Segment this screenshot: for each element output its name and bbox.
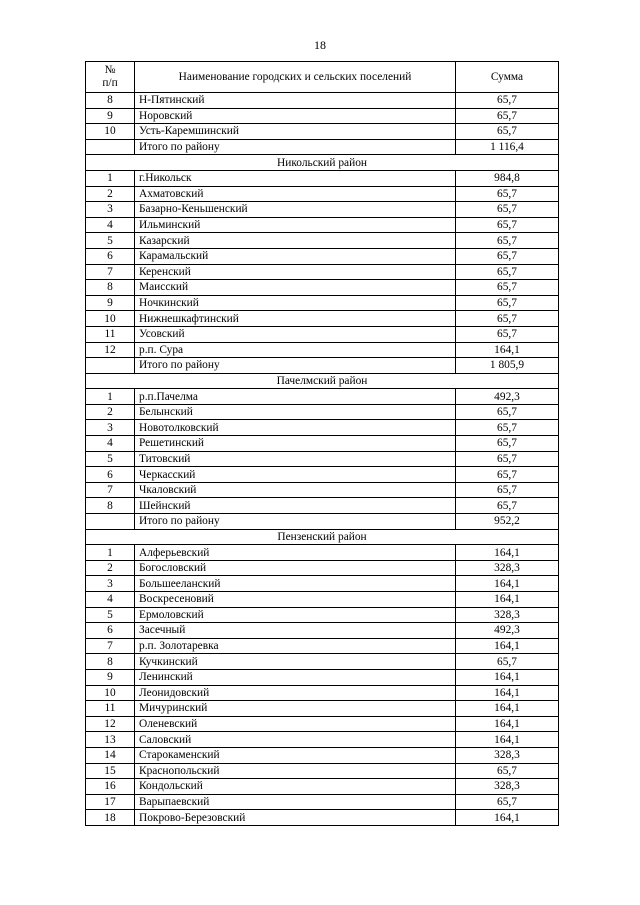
total-sum: 1 805,9 — [456, 358, 559, 374]
row-number: 8 — [86, 280, 135, 296]
row-number: 1 — [86, 545, 135, 561]
settlement-sum: 65,7 — [456, 451, 559, 467]
row-number: 6 — [86, 467, 135, 483]
table-row — [86, 170, 559, 186]
settlement-sum: 164,1 — [456, 638, 559, 654]
table-row — [86, 467, 559, 483]
row-number: 12 — [86, 716, 135, 732]
settlement-name: Карамальский — [135, 248, 456, 264]
district-name: Пензенский район — [86, 529, 559, 545]
settlements-table — [85, 61, 559, 826]
settlement-sum: 65,7 — [456, 436, 559, 452]
settlement-sum: 65,7 — [456, 404, 559, 420]
column-header-name: Наименование городских и сельских поселений — [135, 62, 456, 93]
column-header-number-line2: п/п — [102, 77, 118, 89]
settlement-sum: 164,1 — [456, 716, 559, 732]
settlement-name: Белынский — [135, 404, 456, 420]
settlement-name: Варыпаевский — [135, 794, 456, 810]
row-number: 2 — [86, 404, 135, 420]
settlement-sum: 164,1 — [456, 701, 559, 717]
table-row — [86, 794, 559, 810]
row-number — [86, 514, 135, 530]
row-number: 8 — [86, 498, 135, 514]
table-row — [86, 186, 559, 202]
table-row — [86, 592, 559, 608]
settlement-sum: 164,1 — [456, 576, 559, 592]
table-row — [86, 389, 559, 405]
table-row — [86, 545, 559, 561]
settlement-name: Решетинский — [135, 436, 456, 452]
settlement-name: р.п. Сура — [135, 342, 456, 358]
settlement-sum: 65,7 — [456, 498, 559, 514]
table-row — [86, 202, 559, 218]
row-number: 5 — [86, 233, 135, 249]
row-number — [86, 358, 135, 374]
row-number: 10 — [86, 685, 135, 701]
table-row — [86, 451, 559, 467]
table-row — [86, 669, 559, 685]
settlement-sum: 65,7 — [456, 326, 559, 342]
table-row — [86, 311, 559, 327]
row-number: 12 — [86, 342, 135, 358]
settlement-name: г.Никольск — [135, 170, 456, 186]
table-row — [86, 716, 559, 732]
table-row — [86, 732, 559, 748]
row-number: 11 — [86, 326, 135, 342]
settlement-sum: 328,3 — [456, 607, 559, 623]
table-row — [86, 638, 559, 654]
row-number: 7 — [86, 482, 135, 498]
table-row — [86, 685, 559, 701]
settlement-sum: 328,3 — [456, 747, 559, 763]
settlement-name: Ахматовский — [135, 186, 456, 202]
row-number: 9 — [86, 295, 135, 311]
settlement-sum: 164,1 — [456, 685, 559, 701]
table-row — [86, 404, 559, 420]
settlement-name: Н-Пятинский — [135, 93, 456, 109]
total-sum: 952,2 — [456, 514, 559, 530]
row-number: 18 — [86, 810, 135, 826]
settlement-sum: 328,3 — [456, 560, 559, 576]
settlement-sum: 65,7 — [456, 420, 559, 436]
district-header-row — [86, 529, 559, 545]
settlement-sum: 328,3 — [456, 779, 559, 795]
row-number: 11 — [86, 701, 135, 717]
row-number: 17 — [86, 794, 135, 810]
settlement-sum: 164,1 — [456, 732, 559, 748]
table-row — [86, 264, 559, 280]
total-sum: 1 116,4 — [456, 139, 559, 155]
row-number: 8 — [86, 654, 135, 670]
settlement-name: Керенский — [135, 264, 456, 280]
settlement-name: Черкасский — [135, 467, 456, 483]
settlement-name: Шейнский — [135, 498, 456, 514]
total-label: Итого по району — [135, 514, 456, 530]
row-number: 3 — [86, 576, 135, 592]
total-label: Итого по району — [135, 139, 456, 155]
table-row — [86, 779, 559, 795]
settlement-sum: 65,7 — [456, 233, 559, 249]
settlement-name: Кондольский — [135, 779, 456, 795]
settlement-name: Титовский — [135, 451, 456, 467]
settlement-sum: 65,7 — [456, 108, 559, 124]
settlement-name: Краснопольский — [135, 763, 456, 779]
settlement-sum: 492,3 — [456, 623, 559, 639]
table-row — [86, 623, 559, 639]
district-name: Пачелмский район — [86, 373, 559, 389]
row-number: 4 — [86, 592, 135, 608]
table-row — [86, 498, 559, 514]
settlement-name: Казарский — [135, 233, 456, 249]
table-row — [86, 233, 559, 249]
settlement-name: Базарно-Кеньшенский — [135, 202, 456, 218]
row-number: 15 — [86, 763, 135, 779]
settlement-sum: 65,7 — [456, 124, 559, 140]
settlement-sum: 65,7 — [456, 186, 559, 202]
row-number: 5 — [86, 451, 135, 467]
district-header-row — [86, 155, 559, 171]
settlement-name: р.п.Пачелма — [135, 389, 456, 405]
table-row — [86, 701, 559, 717]
settlement-name: Воскресеновий — [135, 592, 456, 608]
table-row — [86, 342, 559, 358]
row-number: 2 — [86, 560, 135, 576]
settlement-name: р.п. Золотаревка — [135, 638, 456, 654]
settlement-name: Новотолковский — [135, 420, 456, 436]
settlement-name: Большееланский — [135, 576, 456, 592]
table-row — [86, 248, 559, 264]
district-header-row — [86, 373, 559, 389]
settlement-name: Усть-Каремшинский — [135, 124, 456, 140]
settlement-name: Старокаменский — [135, 747, 456, 763]
table-row — [86, 560, 559, 576]
settlement-sum: 164,1 — [456, 592, 559, 608]
settlement-sum: 164,1 — [456, 342, 559, 358]
table-row — [86, 482, 559, 498]
table-row — [86, 217, 559, 233]
settlement-name: Покрово-Березовский — [135, 810, 456, 826]
row-number: 13 — [86, 732, 135, 748]
table-row — [86, 607, 559, 623]
row-number: 1 — [86, 389, 135, 405]
row-number: 3 — [86, 202, 135, 218]
table-row — [86, 124, 559, 140]
row-number: 4 — [86, 436, 135, 452]
table-row — [86, 654, 559, 670]
table-row — [86, 93, 559, 109]
row-number: 9 — [86, 669, 135, 685]
settlement-sum: 65,7 — [456, 467, 559, 483]
row-number: 2 — [86, 186, 135, 202]
settlement-sum: 65,7 — [456, 264, 559, 280]
column-header-sum: Сумма — [456, 62, 559, 93]
settlement-name: Алферьевский — [135, 545, 456, 561]
settlement-sum: 65,7 — [456, 311, 559, 327]
settlement-sum: 984,8 — [456, 170, 559, 186]
settlement-sum: 65,7 — [456, 654, 559, 670]
settlement-name: Оленевский — [135, 716, 456, 732]
column-header-number-line1: № — [104, 64, 116, 76]
row-number: 3 — [86, 420, 135, 436]
table-row — [86, 436, 559, 452]
row-number: 5 — [86, 607, 135, 623]
settlement-name: Мичуринский — [135, 701, 456, 717]
settlement-sum: 65,7 — [456, 794, 559, 810]
settlement-name: Чкаловский — [135, 482, 456, 498]
table-header-row — [86, 62, 559, 93]
settlement-name: Ильминский — [135, 217, 456, 233]
row-number: 8 — [86, 93, 135, 109]
settlement-sum: 65,7 — [456, 248, 559, 264]
settlement-name: Кучкинский — [135, 654, 456, 670]
row-number: 10 — [86, 311, 135, 327]
district-total-row — [86, 139, 559, 155]
settlement-name: Ермоловский — [135, 607, 456, 623]
table-row — [86, 108, 559, 124]
table-row — [86, 810, 559, 826]
row-number: 7 — [86, 638, 135, 654]
settlement-name: Саловский — [135, 732, 456, 748]
table-row — [86, 295, 559, 311]
table-row — [86, 763, 559, 779]
row-number: 6 — [86, 248, 135, 264]
settlement-sum: 65,7 — [456, 93, 559, 109]
table-row — [86, 420, 559, 436]
district-name: Никольский район — [86, 155, 559, 171]
row-number: 7 — [86, 264, 135, 280]
table-row — [86, 747, 559, 763]
settlement-sum: 164,1 — [456, 669, 559, 685]
settlement-name: Норовский — [135, 108, 456, 124]
settlement-sum: 65,7 — [456, 482, 559, 498]
settlement-name: Ленинский — [135, 669, 456, 685]
district-total-row — [86, 514, 559, 530]
total-label: Итого по району — [135, 358, 456, 374]
row-number: 9 — [86, 108, 135, 124]
table-body — [86, 93, 559, 826]
settlement-sum: 65,7 — [456, 217, 559, 233]
row-number: 6 — [86, 623, 135, 639]
page-number: 18 — [314, 38, 326, 52]
settlement-sum: 164,1 — [456, 545, 559, 561]
row-number: 1 — [86, 170, 135, 186]
district-total-row — [86, 358, 559, 374]
table-row — [86, 576, 559, 592]
settlement-sum: 164,1 — [456, 810, 559, 826]
table-row — [86, 326, 559, 342]
settlement-name: Маисский — [135, 280, 456, 296]
settlement-name: Засечный — [135, 623, 456, 639]
settlement-sum: 492,3 — [456, 389, 559, 405]
row-number: 16 — [86, 779, 135, 795]
row-number: 4 — [86, 217, 135, 233]
settlement-sum: 65,7 — [456, 202, 559, 218]
settlement-name: Усовский — [135, 326, 456, 342]
settlement-name: Леонидовский — [135, 685, 456, 701]
settlement-sum: 65,7 — [456, 763, 559, 779]
table-row — [86, 280, 559, 296]
settlement-name: Ночкинский — [135, 295, 456, 311]
row-number — [86, 139, 135, 155]
row-number: 10 — [86, 124, 135, 140]
row-number: 14 — [86, 747, 135, 763]
settlement-sum: 65,7 — [456, 280, 559, 296]
settlement-name: Нижнешкафтинский — [135, 311, 456, 327]
column-header-number — [86, 62, 135, 93]
settlement-name: Богословский — [135, 560, 456, 576]
settlement-sum: 65,7 — [456, 295, 559, 311]
